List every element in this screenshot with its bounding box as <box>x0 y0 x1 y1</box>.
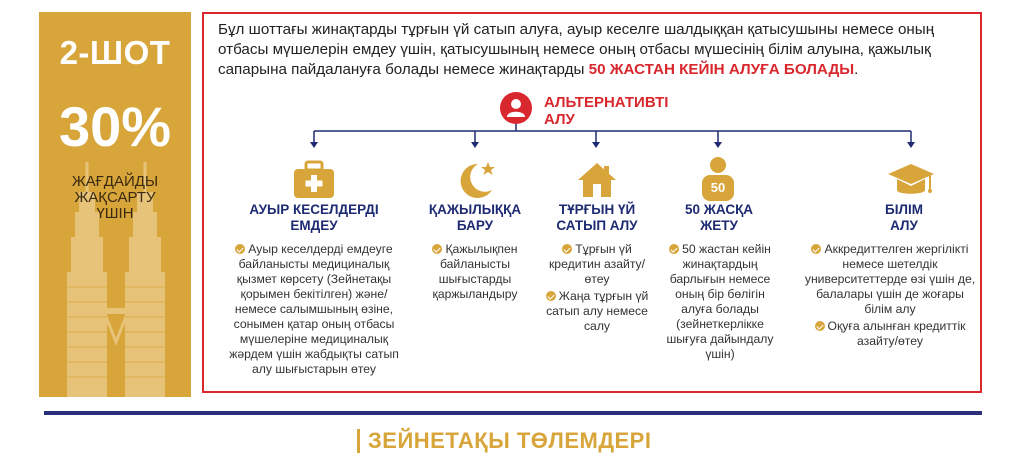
person-50-icon <box>700 156 736 202</box>
left-panel <box>39 12 191 397</box>
category-hajj-items <box>416 242 534 304</box>
category-medical-items <box>224 242 404 379</box>
check-icon <box>432 244 442 254</box>
check-icon <box>546 291 556 301</box>
list-item: Аккредиттелген жергілікті немесе шетелдік университеттерде өзі үшін де, балалары үшін де жоғары білім алу <box>804 242 976 316</box>
house-icon <box>576 160 618 200</box>
graduation-cap-icon <box>886 160 936 200</box>
list-item: Ауыр кеселдерді емдеуге байланысты медициналық қызмет көрсету (Зейнетақы қорымен бекітілген) және/ немесе салымшының өзіне, сонымен қатар оның отбасы мүшелеріне медициналық жәрдем үшін жабдықты сатып алу шығыстарын өтеу <box>229 242 399 376</box>
account-title: 2-ШОТ <box>59 34 171 71</box>
check-icon <box>562 244 572 254</box>
list-item: Қажылықпен байланысты шығыстарды қаржыландыру <box>432 242 518 301</box>
account-subtitle: ЖАҒДАЙДЫ ЖАҚСАРТУ ҮШІН <box>71 173 159 222</box>
title-accent-bar <box>357 429 360 453</box>
check-icon <box>811 244 821 254</box>
alternative-label: АЛЬТЕРНАТИВТІ АЛУ <box>544 94 669 128</box>
list-item: 50 жастан кейін жинақтардың барлығын немесе оның бір бөлігін алуға болады (зейнеткерлікке шығуға дайындалу үшін) <box>666 242 774 361</box>
category-education-items <box>802 242 978 351</box>
main-box <box>202 12 982 393</box>
intro-text: Бұл шоттағы жинақтарды тұрғын үй сатып алуға, ауыр кеселге шалдыққан қатысушыны немесе оның отбасы мүшелерін емдеу үшін, қатысушының немесе оның отбасы мүшесінің білім алуына, қажылық сапарына пайдалануға болады немесе жинақтарды 50 ЖАСТАН КЕЙІН АЛУҒА БОЛАДЫ. <box>218 21 935 78</box>
account-percent: 30% <box>58 95 172 158</box>
intro-highlight: 50 ЖАСТАН КЕЙІН АЛУҒА БОЛАДЫ <box>588 61 855 78</box>
category-hajj-title: ҚАЖЫЛЫҚҚА БАРУ <box>428 202 522 233</box>
list-item: Жаңа тұрғын үй сатып алу немесе салу <box>546 289 649 333</box>
category-education-title: БІЛІМ АЛУ <box>885 202 923 233</box>
category-housing-items <box>544 242 650 336</box>
medical-case-icon <box>292 160 336 200</box>
list-item: Тұрғын үй кредитин азайту/ өтеу <box>548 242 646 286</box>
list-item: Оқуға алынған кредиттік азайту/өтеу <box>802 319 978 349</box>
age-badge: 50 <box>710 180 726 195</box>
category-age50-items <box>666 242 774 364</box>
section-title: ЗЕЙНЕТАҚЫ ТӨЛЕМДЕРІ <box>368 428 652 453</box>
category-housing-title: ТҰРҒЫН ҮЙ САТЫП АЛУ <box>556 202 638 233</box>
check-icon <box>235 244 245 254</box>
user-icon <box>500 92 532 124</box>
crescent-star-icon <box>454 158 498 202</box>
check-icon <box>815 321 825 331</box>
check-icon <box>669 244 679 254</box>
category-medical-title: АУЫР КЕСЕЛДЕРДІ ЕМДЕУ <box>249 202 379 233</box>
category-age50-title: 50 ЖАСҚА ЖЕТУ <box>684 202 754 233</box>
section-divider <box>44 411 982 415</box>
